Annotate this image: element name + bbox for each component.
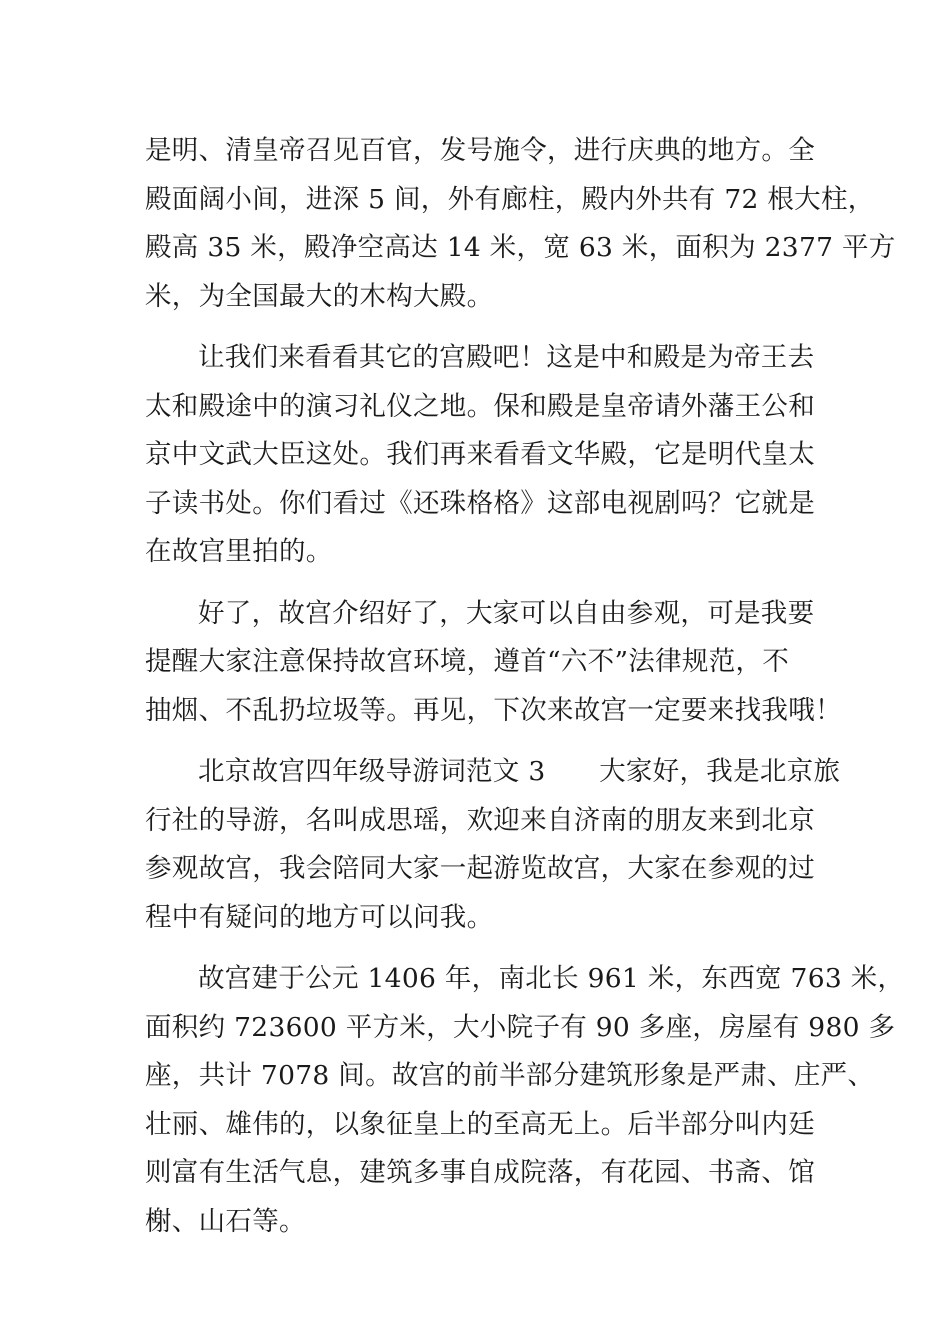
text-line: 榭、山石等。 — [145, 1205, 306, 1237]
text-line: 座，共计 7078 间。故宫的前半部分建筑形象是严肃、庄严、 — [145, 1060, 875, 1091]
paragraph-gap — [145, 321, 815, 334]
document-body — [145, 127, 905, 1246]
text-line: 壮丽、雄伟的，以象征皇上的至高无上。后半部分叫内廷 — [145, 1108, 815, 1140]
text-line: 子读书处。你们看过《还珠格格》这部电视剧吗？它就是 — [145, 487, 815, 519]
text-line: 则富有生活气息，建筑多事自成院落，有花园、书斋、馆 — [145, 1157, 815, 1188]
text-line: 在故宫里拍的。 — [145, 536, 333, 567]
paragraph — [145, 748, 841, 942]
text-line: 程中有疑问的地方可以问我。 — [145, 901, 494, 933]
text-line: 是明、清皇帝召见百官，发号施令，进行庆典的地方。全 — [145, 135, 815, 166]
paragraph-gap — [145, 942, 815, 955]
text-line: 让我们来看看其它的宫殿吧！这是中和殿是为帝王去 — [198, 342, 815, 373]
paragraph — [145, 127, 896, 321]
text-line: 米，为全国最大的木构大殿。 — [145, 280, 494, 312]
paragraph — [145, 334, 815, 577]
text-line: 抽烟、不乱扔垃圾等。再见，下次来故宫一定要来找我哦！ — [145, 694, 842, 726]
text-line: 殿高 35 米，殿净空高达 14 米，宽 63 米，面积为 2377 平方 — [145, 232, 896, 263]
text-line: 好了，故宫介绍好了，大家可以自由参观，可是我要 — [198, 597, 815, 629]
text-line: 面积约 723600 平方米，大小院子有 90 多座，房屋有 980 多 — [145, 1011, 896, 1043]
text-line: 参观故宫，我会陪同大家一起游览故宫，大家在参观的过 — [145, 853, 815, 884]
text-line: 提醒大家注意保持故宫环境，遵首“六不”法律规范，不 — [145, 646, 790, 677]
paragraph-gap — [145, 735, 815, 748]
text-line: 行社的导游，名叫成思瑶，欢迎来自济南的朋友来到北京 — [145, 804, 815, 836]
text-line: 故宫建于公元 1406 年，南北长 961 米，东西宽 763 米， — [198, 963, 905, 994]
text-line: 殿面阔小间，进深 5 间，外有廊柱，殿内外共有 72 根大柱， — [145, 183, 875, 215]
paragraph-gap — [145, 577, 815, 590]
text-line: 北京故宫四年级导游词范文 3 大家好，我是北京旅 — [198, 756, 841, 787]
text-line: 京中文武大臣这处。我们再来看看文华殿，它是明代皇太 — [145, 439, 815, 470]
text-line: 太和殿途中的演习礼仪之地。保和殿是皇帝请外藩王公和 — [145, 390, 815, 422]
paragraph — [145, 955, 905, 1246]
paragraph — [145, 590, 842, 736]
